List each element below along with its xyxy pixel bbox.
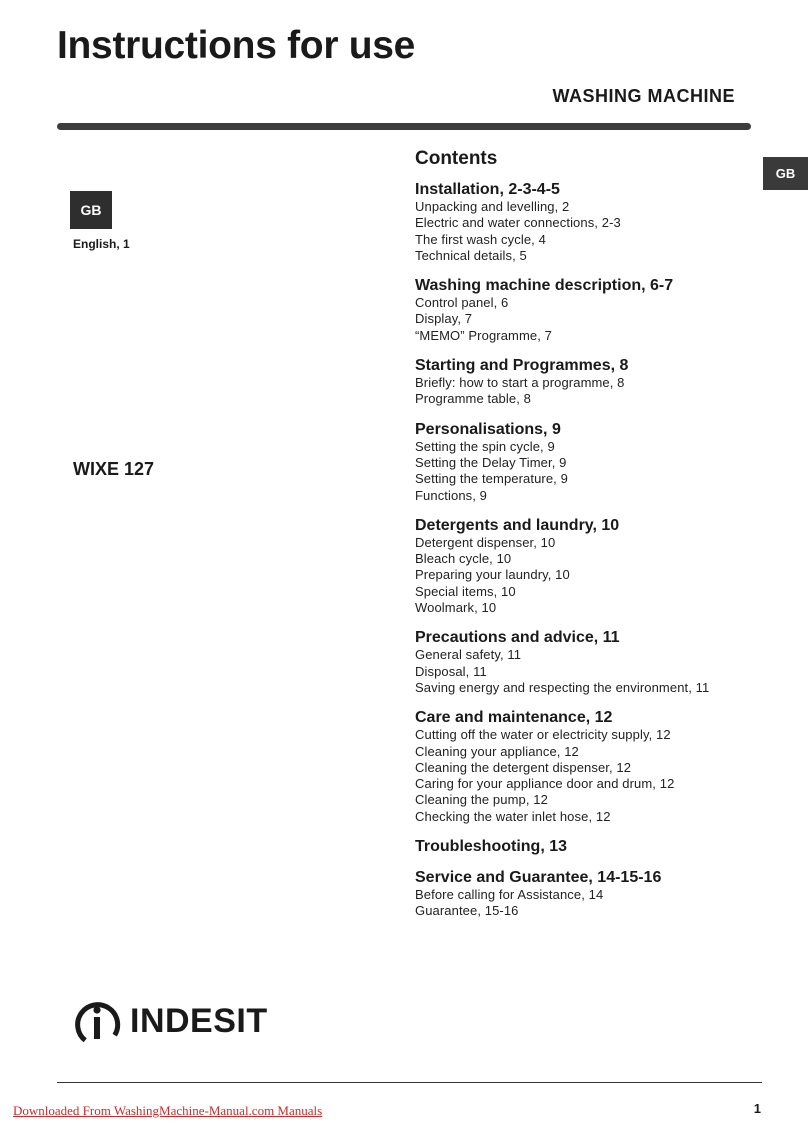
toc-section	[415, 516, 775, 616]
toc-entry: Briefly: how to start a programme, 8	[415, 375, 625, 391]
toc-section	[415, 420, 775, 504]
header-divider	[57, 123, 751, 130]
toc-sections	[415, 180, 775, 920]
footer-divider	[57, 1082, 762, 1083]
toc-section-title: Starting and Programmes, 8	[415, 357, 629, 375]
toc-entry: Technical details, 5	[415, 247, 527, 263]
toc-entry: Preparing your laundry, 10	[415, 567, 570, 583]
model-name: WIXE 127	[73, 459, 155, 479]
toc-entry: General safety, 11	[415, 647, 522, 663]
toc-entry: The first wash cycle, 4	[415, 231, 546, 247]
toc-entry: “MEMO” Programme, 7	[415, 327, 552, 343]
page-number: 1	[753, 1101, 761, 1116]
toc-section	[415, 628, 775, 696]
toc-section-title: Personalisations, 9	[415, 420, 561, 438]
toc-entry: Display, 7	[415, 311, 473, 327]
toc-entry: Cleaning your appliance, 12	[415, 743, 579, 759]
brand-logo	[72, 995, 268, 1047]
toc-section-title: Care and maintenance, 12	[415, 709, 613, 727]
toc-entry: Programme table, 8	[415, 391, 531, 407]
language-badge: GB	[70, 191, 112, 229]
toc-section-title: Troubleshooting, 13	[415, 838, 568, 856]
language-side-tab: GB	[763, 157, 808, 190]
toc-section	[415, 276, 775, 344]
table-of-contents	[415, 148, 775, 932]
toc-section-title: Precautions and advice, 11	[415, 629, 620, 647]
toc-entry: Cleaning the pump, 12	[415, 792, 548, 808]
toc-entry: Functions, 9	[415, 487, 488, 503]
toc-entry: Bleach cycle, 10	[415, 551, 512, 567]
toc-entry: Cleaning the detergent dispenser, 12	[415, 759, 632, 775]
toc-entry: Guarantee, 15-16	[415, 903, 519, 919]
toc-entry: Checking the water inlet hose, 12	[415, 808, 611, 824]
toc-section-title: Installation, 2-3-4-5	[415, 181, 560, 198]
toc-entry: Setting the spin cycle, 9	[415, 438, 555, 454]
toc-section	[415, 180, 775, 264]
download-source-link[interactable]: Downloaded From WashingMachine-Manual.com Manuals	[13, 1103, 323, 1118]
toc-section-title: Washing machine description, 6-7	[415, 277, 674, 295]
toc-entry: Saving energy and respecting the environment, 11	[415, 679, 710, 695]
toc-entry: Unpacking and levelling, 2	[415, 199, 570, 214]
toc-entry: Setting the Delay Timer, 9	[415, 454, 567, 470]
toc-entry: Special items, 10	[415, 583, 516, 599]
toc-entry: Woolmark, 10	[415, 600, 497, 616]
toc-entry: Cutting off the water or electricity supply, 12	[415, 727, 671, 743]
toc-section	[415, 356, 775, 408]
toc-section	[415, 837, 775, 856]
language-label: English, 1	[73, 237, 130, 251]
page-title: Instructions for use	[57, 24, 416, 67]
toc-section-title: Detergents and laundry, 10	[415, 516, 620, 534]
toc-section	[415, 868, 775, 920]
toc-entry: Setting the temperature, 9	[415, 471, 568, 487]
product-category: WASHING MACHINE	[552, 86, 735, 106]
toc-entry: Caring for your appliance door and drum, 12	[415, 776, 675, 792]
toc-entry: Control panel, 6	[415, 295, 509, 311]
toc-entry: Before calling for Assistance, 14	[415, 887, 604, 903]
toc-section	[415, 708, 775, 825]
toc-entry: Detergent dispenser, 10	[415, 534, 556, 550]
toc-entry: Electric and water connections, 2-3	[415, 215, 621, 231]
contents-heading: Contents	[415, 148, 498, 169]
toc-entry: Disposal, 11	[415, 663, 487, 679]
logo-text: INDESIT	[130, 1001, 268, 1040]
indesit-logo-icon	[72, 996, 122, 1046]
toc-section-title: Service and Guarantee, 14-15-16	[415, 869, 662, 887]
